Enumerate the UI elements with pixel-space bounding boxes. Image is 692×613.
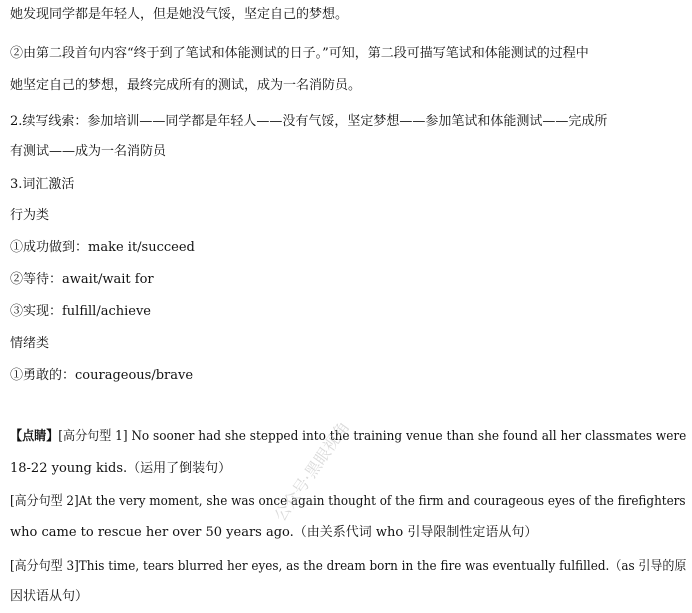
- highlight-line-3: [高分句型 2]At the very moment, she was once again thought of the firm and courageous eyes of the firefighters: [10, 494, 686, 509]
- highlight-line-6: 因状语从句）: [10, 589, 89, 604]
- watermark: 公众号·黑眼视角: [270, 417, 354, 525]
- highlight-line-4: who came to rescue her over 50 years ago.（由关系代词 who 引导限制性定语从句）: [10, 525, 538, 540]
- text-line-2: ②由第二段首句内容“终于到了笔试和体能测试的日子。”可知，第二段可描写笔试和体能测试的过程中: [10, 46, 589, 61]
- text-line-1: 她发现同学都是年轻人，但是她没气馁，坚定自己的梦想。: [10, 7, 349, 22]
- text-line-12: ①勇敢的：courageous/brave: [10, 368, 194, 383]
- text-line-8: ①成功做到：make it/succeed: [10, 240, 195, 255]
- highlight-label: 【点睛】: [10, 429, 59, 444]
- text-line-4: 2.续写线索：参加培训——同学都是年轻人——没有气馁，坚定梦想——参加笔试和体能测试——完成所: [10, 114, 608, 129]
- highlight-text-1: [高分句型 1] No sooner had she stepped into the training venue than she found all her classmates were: [58, 429, 687, 444]
- text-line-10: ③实现：fulfill/achieve: [10, 304, 152, 319]
- text-line-7: 行为类: [10, 208, 50, 223]
- text-line-9: ②等待：await/wait for: [10, 272, 154, 287]
- text-line-5: 有测试——成为一名消防员: [10, 144, 167, 159]
- highlight-line-2: 18-22 young kids.（运用了倒装句）: [10, 461, 232, 476]
- highlight-line-5: [高分句型 3]This time, tears blurred her eyes, as the dream born in the fire was eventually fulfilled.（as 引导的原: [10, 559, 687, 574]
- text-line-3: 她坚定自己的梦想，最终完成所有的测试，成为一名消防员。: [10, 78, 362, 93]
- text-line-11: 情绪类: [10, 336, 50, 351]
- text-line-6: 3.词汇激活: [10, 177, 75, 192]
